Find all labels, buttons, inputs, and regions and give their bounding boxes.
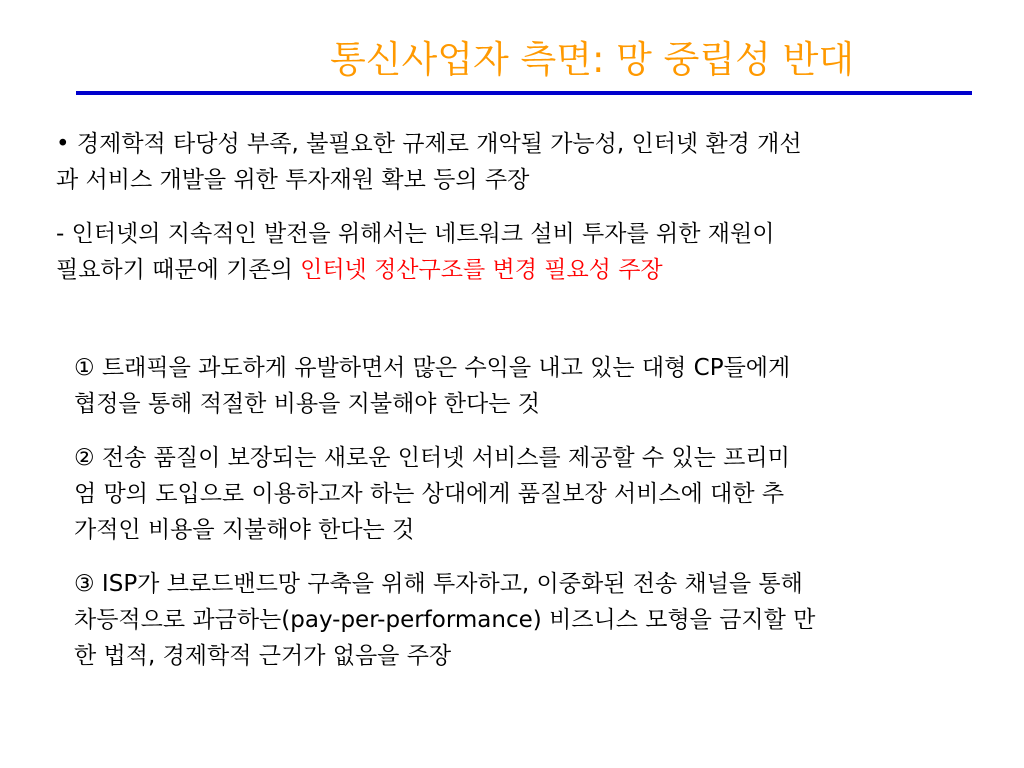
- bullet-line-1: • 경제학적 타당성 부족, 불필요한 규제로 개악될 가능성, 인터넷 환경 개선: [56, 131, 802, 157]
- dash-line-2-highlight: 인터넷 정산구조를 변경 필요성 주장: [300, 257, 663, 283]
- item1-line-1: ① 트래픽을 과도하게 유발하면서 많은 수익을 내고 있는 대형 CP들에게: [74, 355, 791, 381]
- item2-line-2: 엄 망의 도입으로 이용하고자 하는 상대에게 품질보장 서비스에 대한 추: [74, 481, 785, 507]
- slide-title: 통신사업자 측면: 망 중립성 반대: [330, 38, 855, 81]
- dash-line-2-plain: 필요하기 때문에 기존의: [56, 257, 301, 283]
- bullet-line-2: 과 서비스 개발을 위한 투자재원 확보 등의 주장: [56, 167, 530, 193]
- bullet-economic-argument: [56, 126, 802, 198]
- dash-line-1: - 인터넷의 지속적인 발전을 위해서는 네트워크 설비 투자를 위한 재원이: [56, 221, 775, 247]
- numbered-item-2: [74, 440, 790, 548]
- item3-line-1: ③ ISP가 브로드밴드망 구축을 위해 투자하고, 이중화된 전송 채널을 통해: [74, 571, 803, 597]
- dash-investment-argument: [56, 216, 774, 288]
- numbered-item-1: [74, 350, 790, 422]
- item3-line-3: 한 법적, 경제학적 근거가 없음을 주장: [74, 643, 452, 669]
- item1-line-2: 협정을 통해 적절한 비용을 지불해야 한다는 것: [74, 391, 541, 417]
- item2-line-3: 가적인 비용을 지불해야 한다는 것: [74, 517, 415, 543]
- item3-line-2: 차등적으로 과금하는(pay-per-performance) 비즈니스 모형을 금지할 만: [74, 607, 816, 633]
- title-divider: [76, 91, 972, 95]
- item2-line-1: ② 전송 품질이 보장되는 새로운 인터넷 서비스를 제공할 수 있는 프리미: [74, 445, 790, 471]
- numbered-item-3: [74, 566, 815, 674]
- dash-line-2: [56, 252, 774, 288]
